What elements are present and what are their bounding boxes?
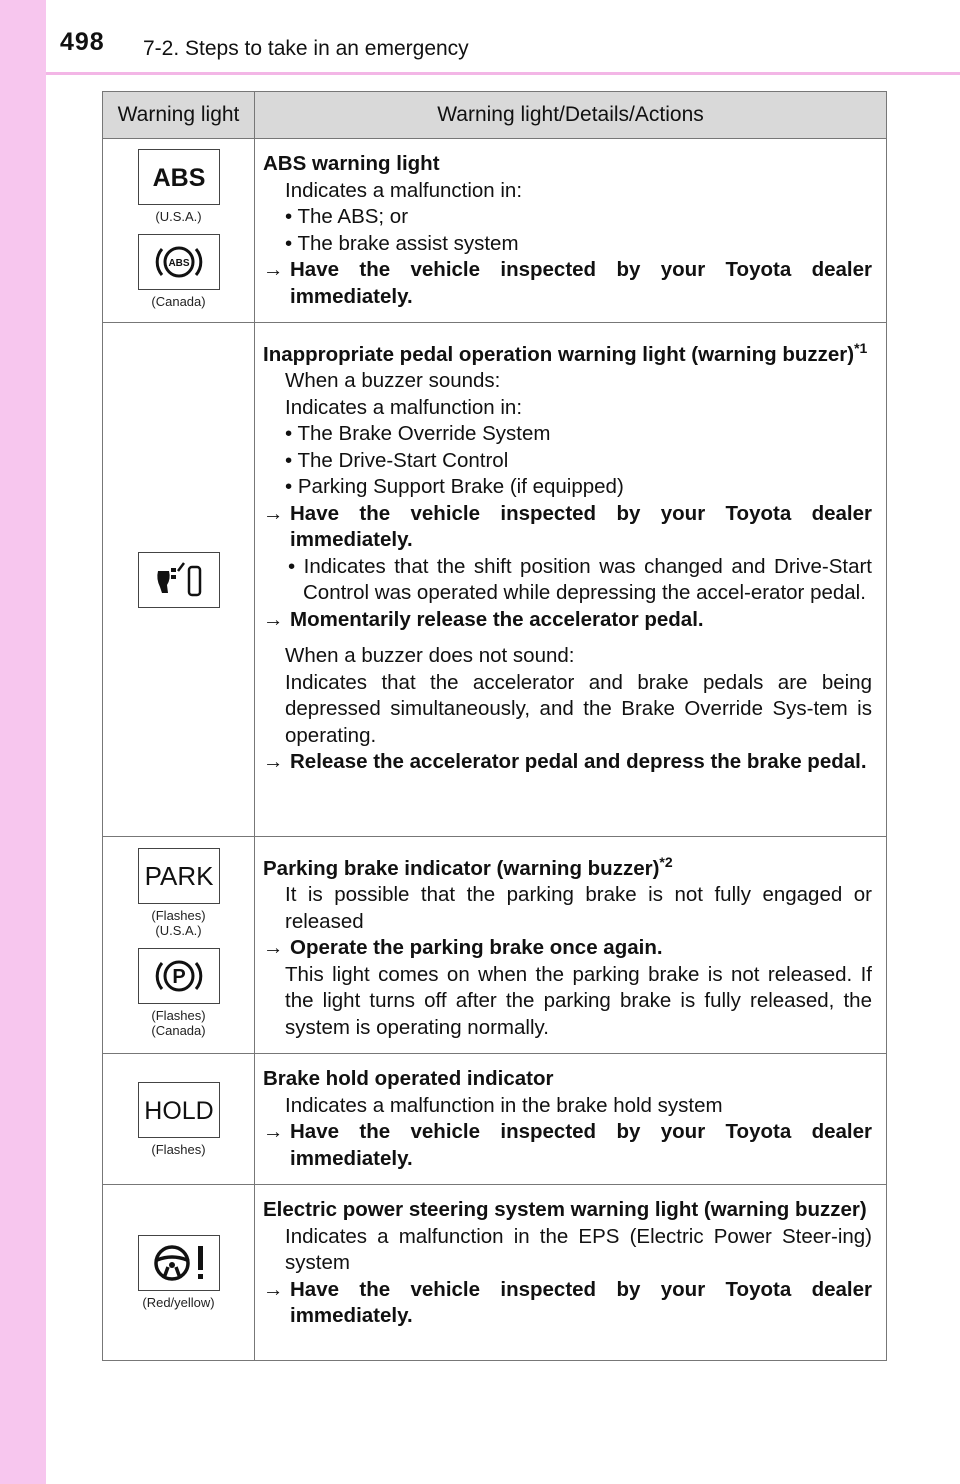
svg-text:PARK: PARK bbox=[144, 861, 213, 892]
abs-text-icon bbox=[138, 149, 220, 205]
bullet-item: • The brake assist system bbox=[285, 231, 519, 255]
icon-caption: (Flashes) (U.S.A.) bbox=[151, 908, 206, 939]
table-row bbox=[103, 139, 887, 323]
icon-caption: (Flashes) bbox=[151, 1141, 206, 1157]
table-header-row bbox=[103, 92, 887, 139]
action-line: → Have the vehicle inspected by your Toyota dealer immediately. bbox=[263, 501, 872, 552]
column-header-details: Warning light/Details/Actions bbox=[255, 92, 887, 139]
light-title: ABS warning light bbox=[263, 152, 440, 175]
arrow-icon: → bbox=[263, 501, 284, 525]
icon-caption: (Canada) bbox=[151, 293, 206, 309]
bullet-item: • The Brake Override System bbox=[285, 422, 551, 446]
icon-caption: (Red/yellow) bbox=[142, 1295, 215, 1311]
pedal-operation-icon bbox=[138, 552, 220, 608]
details-cell bbox=[255, 323, 887, 837]
table-row bbox=[103, 1054, 887, 1185]
details-cell bbox=[255, 1185, 887, 1361]
light-title: Electric power steering system warning light (warning buzzer) bbox=[263, 1198, 867, 1222]
arrow-icon: → bbox=[263, 258, 284, 281]
detail-line: When a buzzer does not sound: bbox=[285, 644, 575, 668]
details-cell bbox=[255, 837, 887, 1054]
action-line: → Have the vehicle inspected by your Toyota dealer immediately. bbox=[263, 1277, 872, 1328]
table-row bbox=[103, 323, 887, 837]
detail-line: Indicates that the accelerator and brake pedals are being depressed simultaneously, and the Brake Override Sys-tem is operating. bbox=[285, 670, 872, 747]
detail-line: Indicates a malfunction in the brake hold system bbox=[285, 1093, 723, 1117]
hold-text-icon bbox=[138, 1082, 220, 1138]
action-line: → Operate the parking brake once again. bbox=[263, 935, 872, 962]
action-line: → Have the vehicle inspected by your Toyota dealer immediately. bbox=[263, 1120, 872, 1170]
icon-cell bbox=[103, 1054, 255, 1185]
column-header-warning-light: Warning light bbox=[103, 92, 255, 139]
light-title: Inappropriate pedal operation warning light (warning buzzer)$^{*1}$ bbox=[263, 340, 868, 366]
note-text: This light comes on when the parking brake is not released. If the light turns off after the parking brake is fully released, the system is operating normally. bbox=[285, 962, 872, 1039]
detail-line: When a buzzer sounds: bbox=[285, 369, 501, 393]
action-line: → Momentarily release the accelerator pedal. bbox=[263, 607, 872, 634]
bullet-item: • Indicates that the shift position was changed and Drive-Start Control was operated while depressing the accel-erator pedal. bbox=[288, 554, 872, 605]
icon-cell bbox=[103, 139, 255, 323]
arrow-icon: → bbox=[263, 607, 284, 631]
light-title: Parking brake indicator (warning buzzer)$^{*2}$ bbox=[263, 854, 673, 880]
footnote-mark: *1 bbox=[854, 340, 868, 356]
arrow-icon: → bbox=[263, 1277, 284, 1301]
svg-text:HOLD: HOLD bbox=[143, 1096, 214, 1125]
action-line: → Have the vehicle inspected by your Toyota dealer immediately. bbox=[263, 258, 872, 308]
detail-line: Indicates a malfunction in: bbox=[285, 178, 523, 202]
parking-circle-icon bbox=[138, 948, 220, 1004]
icon-caption: (Flashes) (Canada) bbox=[151, 1008, 206, 1039]
table-row bbox=[103, 1185, 887, 1361]
table-row bbox=[103, 837, 887, 1054]
warning-light-table bbox=[102, 91, 887, 1361]
page-number: 498 bbox=[60, 28, 105, 56]
icon-cell bbox=[103, 1185, 255, 1361]
details-cell bbox=[255, 1054, 887, 1185]
header-rule bbox=[46, 72, 960, 75]
icon-caption: (U.S.A.) bbox=[155, 208, 202, 224]
arrow-icon: → bbox=[263, 936, 284, 960]
bullet-item: • The ABS; or bbox=[285, 205, 409, 228]
detail-line: Indicates a malfunction in: bbox=[285, 395, 523, 419]
bullet-item: • Parking Support Brake (if equipped) bbox=[285, 475, 624, 499]
svg-text:P: P bbox=[171, 966, 186, 989]
svg-text:ABS: ABS bbox=[152, 163, 205, 192]
steering-warning-icon bbox=[138, 1235, 220, 1291]
arrow-icon: → bbox=[263, 750, 284, 774]
details-cell bbox=[255, 139, 887, 323]
icon-cell bbox=[103, 323, 255, 837]
svg-text:ABS: ABS bbox=[167, 257, 190, 269]
icon-cell bbox=[103, 837, 255, 1054]
section-title: 7-2. Steps to take in an emergency bbox=[143, 37, 469, 60]
abs-circle-icon bbox=[138, 234, 220, 290]
park-text-icon bbox=[138, 848, 220, 904]
detail-line: It is possible that the parking brake is not fully engaged or released bbox=[285, 883, 872, 933]
footnote-mark: *2 bbox=[659, 854, 673, 870]
detail-line: Indicates a malfunction in the EPS (Electric Power Steer-ing) system bbox=[285, 1224, 872, 1275]
side-color-bar bbox=[0, 0, 46, 1484]
arrow-icon: → bbox=[263, 1120, 284, 1144]
light-title: Brake hold operated indicator bbox=[263, 1067, 554, 1091]
action-line: → Release the accelerator pedal and depress the brake pedal. bbox=[263, 749, 872, 776]
bullet-item: • The Drive-Start Control bbox=[285, 448, 509, 472]
